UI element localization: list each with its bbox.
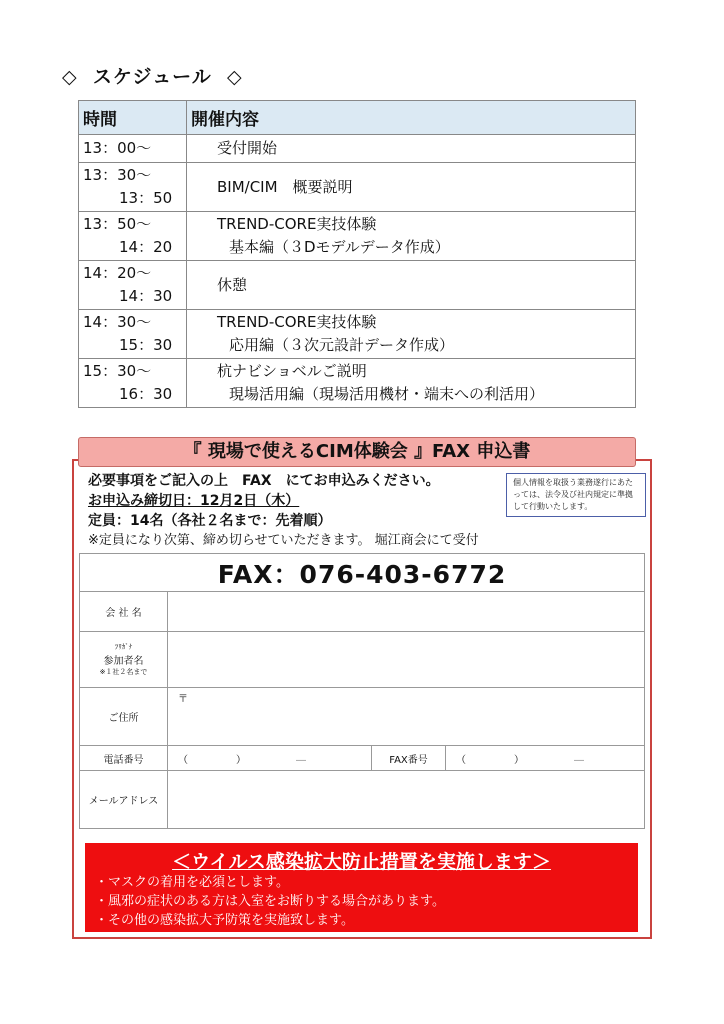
schedule-time [79,310,187,359]
fax-row [80,554,645,592]
dash: ― [296,754,306,766]
participant-row [80,632,645,688]
form-title: 『 現場で使えるCIM体験会 』FAX 申込書 [78,437,636,467]
warning-item: ・風邪の症状のある方は入室をお断りする場合があります。 [95,894,445,909]
time-start: 14：20～ [83,264,152,282]
schedule-content [187,310,636,359]
faxno-field[interactable] [446,746,645,771]
content-main: 休憩 [217,275,248,294]
time-start: 13：50～ [83,215,152,233]
schedule-content [187,163,636,212]
address-label: ご住所 [80,688,168,746]
schedule-content [187,135,636,163]
company-field[interactable] [168,592,645,632]
schedule-time [79,163,187,212]
virus-warning [85,843,638,932]
diamond-icon: ◇ [226,66,243,88]
dash: ― [574,754,584,766]
company-label: 会 社 名 [80,592,168,632]
schedule-time [79,212,187,261]
schedule-row [79,310,636,359]
time-start: 14：30～ [83,313,152,331]
note-deadline: お申込み締切日：12月2日（木） [88,493,300,509]
schedule-row [79,261,636,310]
warning-item: ・マスクの着用を必須とします。 [95,875,289,890]
schedule-title: スケジュール [92,66,212,88]
schedule-time [79,261,187,310]
content-sub: 現場活用編（現場活用機材・端末への利活用） [229,385,545,403]
participant-name-label: 参加者名 [103,656,144,667]
email-label: メールアドレス [80,771,168,829]
company-row [80,592,645,632]
note-reception: ※定員になり次第、締め切らせていただきます。 堀江商会にて受付 [88,533,479,548]
schedule-header-row [79,101,636,135]
time-end: 13：50 [119,189,173,207]
participant-note: ※１社２名まで [99,668,148,676]
schedule-table [78,100,636,408]
participant-field[interactable] [168,632,645,688]
content-main: TREND-CORE実技体験 [217,313,377,331]
content-main: 杭ナビショベルご説明 [217,362,367,380]
warning-title [85,843,638,873]
content-main: BIM/CIM 概要説明 [217,177,353,196]
fax-format [446,755,584,766]
furigana-label: ﾌﾘｶﾞﾅ [114,643,133,651]
paren-open: （ [178,754,188,766]
warning-title-text: ＜ウイルス感染拡大防止措置を実施します＞ [172,851,551,873]
participant-label [80,632,168,688]
phone-format [168,755,306,766]
faxno-label: FAX番号 [372,746,446,771]
form-notes [88,471,479,551]
schedule-time [79,359,187,408]
schedule-time [79,135,187,163]
header-content: 開催内容 [187,101,636,135]
phone-label: 電話番号 [80,746,168,771]
time-end: 15：30 [119,336,173,354]
time-end: 14：20 [119,238,173,256]
content-main: TREND-CORE実技体験 [217,215,377,233]
schedule-row [79,359,636,408]
phone-row [80,746,645,771]
time-start: 15：30～ [83,362,152,380]
schedule-content [187,212,636,261]
email-field[interactable] [168,771,645,829]
schedule-row [79,163,636,212]
paren-open: （ [456,754,466,766]
fax-number: FAX：076-403-6772 [80,554,645,592]
address-row [80,688,645,746]
email-row [80,771,645,829]
postal-mark: 〒 [178,694,188,705]
time-start: 13：00～ [83,139,152,157]
application-form [79,553,645,829]
schedule-content [187,261,636,310]
header-time: 時間 [79,101,187,135]
time-end: 14：30 [119,287,173,305]
address-field[interactable] [168,688,645,746]
content-sub: 基本編（３Dモデルデータ作成） [229,238,450,256]
schedule-row [79,135,636,163]
time-end: 16：30 [119,385,173,403]
schedule-row [79,212,636,261]
schedule-content [187,359,636,408]
note-capacity: 定員：14名（各社２名まで：先着順） [88,513,332,529]
content-main: 受付開始 [217,139,278,157]
content-sub: 応用編（３次元設計データ作成） [229,336,455,354]
privacy-notice: 個人情報を取扱う業務遂行にあたっては、法令及び社内規定に準拠して行動いたします。 [506,473,646,517]
phone-field[interactable] [168,746,372,771]
note-instructions: 必要事項をご記入の上 FAX にてお申込みください。 [88,473,440,489]
paren-close: ） [236,754,246,766]
time-start: 13：30～ [83,166,152,184]
schedule-heading [62,62,243,89]
paren-close: ） [514,754,524,766]
warning-item: ・その他の感染拡大予防策を実施致します。 [95,913,354,928]
diamond-icon: ◇ [62,66,78,88]
